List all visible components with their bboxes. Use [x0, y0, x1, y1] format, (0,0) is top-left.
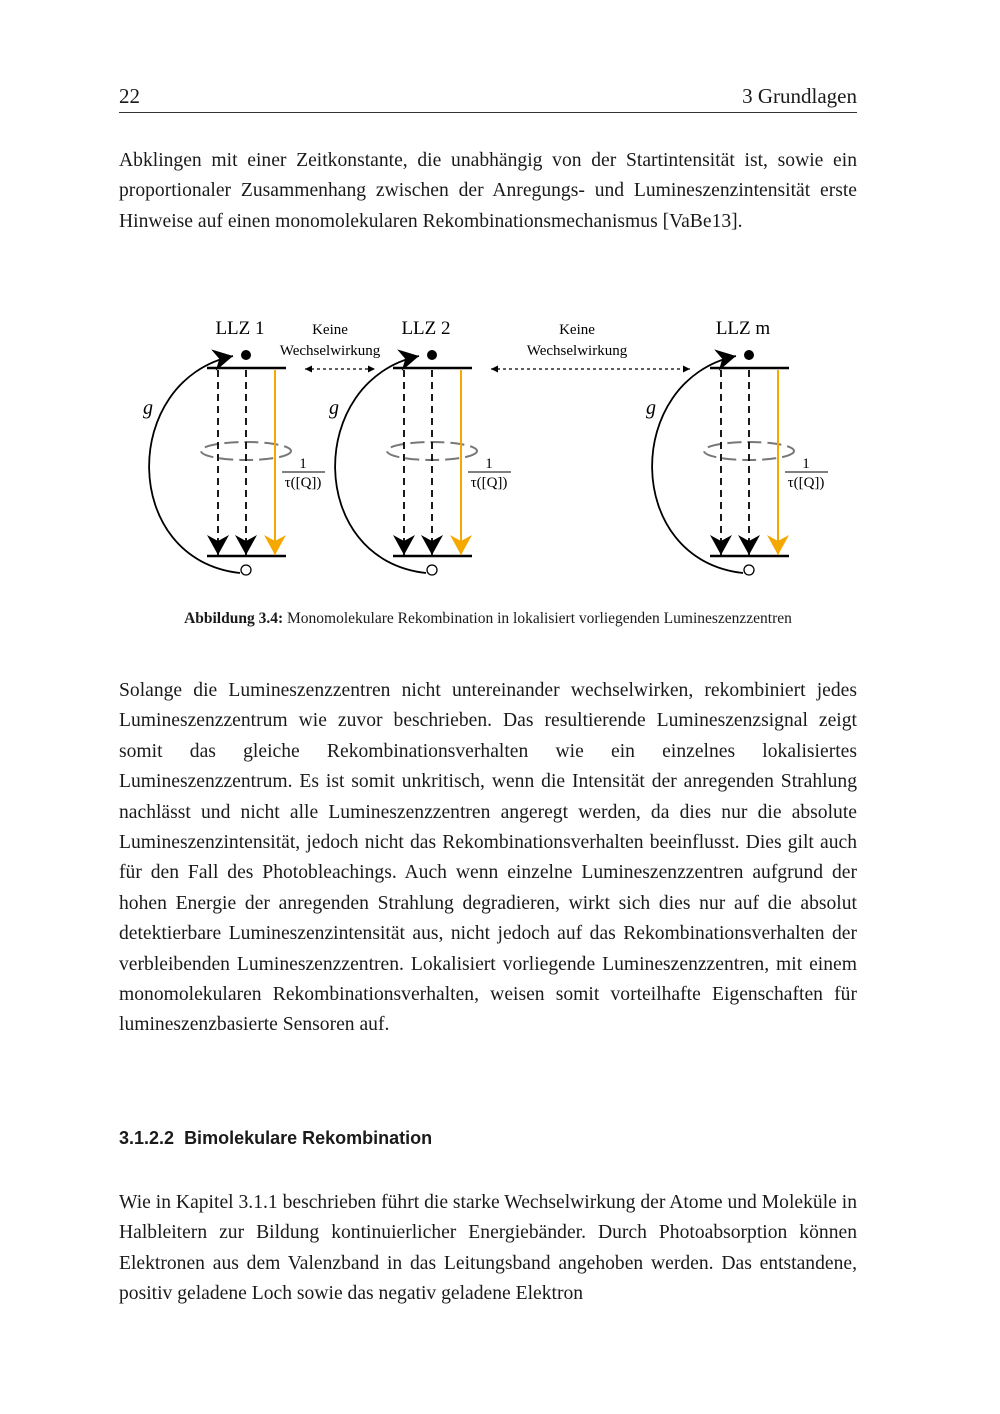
hole-icon: [241, 565, 251, 575]
generation-arrow: [149, 356, 240, 573]
interaction-label: Keine: [559, 322, 595, 338]
rate-numerator: 1: [485, 456, 493, 472]
interaction-2: [491, 322, 690, 369]
interaction-label: Wechselwirkung: [279, 343, 381, 359]
generation-rate-label: g: [329, 397, 339, 419]
hole-icon: [427, 565, 437, 575]
figure-recombination-diagram: [0, 0, 1000, 600]
page-number: 22: [119, 84, 140, 108]
electron-icon: [744, 350, 754, 360]
interaction-label: Wechselwirkung: [526, 343, 628, 359]
rate-numerator: 1: [802, 456, 810, 472]
paragraph-main: Solange die Lumineszenzzentren nicht untereinander wechselwirken, rekombiniert jedes Lumineszenzzentrum wie zuvor beschrieben. Das resultierende Lumineszenzsignal zeigt somit das gleiche Rekombinationsverhalten wie ein einzelnes lokalisiertes Lumineszenzzentrum. Es ist somit unkritisch, wenn die Intensität der anregenden Strahlung nachlässt und nicht alle Lumineszenzzentren angeregt werden, da dies nur die absolute Lumineszenzintensität, jedoch nicht das Rekombinationsverhalten beeinflusst. Dies gilt auch für den Fall des Photobleachings. Auch wenn einzelne Lumineszenzzentren aufgrund der hohen Energie der anregenden Strahlung degradieren, wirkt sich dies nur auf die absolut detektierbare Lumineszenzintensität aus, nicht jedoch auf das Rekombinationsverhalten der verbleibenden Lumineszenzzentren. Lokalisiert vorliegende Lumineszenzzentren, mit einem monomolekularen Rekombinationsverhalten, weisen somit vorteilhafte Eigenschaften für lumineszenzbasierte Sensoren auf.: [119, 680, 857, 1036]
paragraph-intro: Abklingen mit einer Zeitkonstante, die unabhängig von der Startintensität ist, sowie ein proportionaler Zusammenhang zwischen der Anregungs- und Lumineszenzintensität erste Hinweise auf einen monomolekularen Rekombinationsmechanismus [VaBe13].: [119, 150, 857, 232]
rate-denominator: τ([Q]): [787, 475, 825, 491]
section-title: Bimolekulare Rekombination: [184, 1128, 433, 1148]
caption-label: Abbildung 3.4:: [184, 610, 284, 627]
generation-rate-label: g: [143, 397, 153, 419]
center-label: LLZ m: [715, 318, 771, 339]
center-label: LLZ 2: [401, 318, 451, 339]
interaction-1: [280, 322, 381, 369]
paragraph-bimolecular: Wie in Kapitel 3.1.1 beschrieben führt die starke Wechselwirkung der Atome und Moleküle in Halbleitern zur Bildung kontinuierlicher Energiebänder. Durch Photoabsorption können Elektronen aus dem Valenzband in das Leitungsband angehoben werden. Das entstandene, positiv geladene Loch sowie das negativ geladene Elektron: [119, 1192, 857, 1305]
chapter-title: 3 Grundlagen: [742, 84, 857, 108]
rate-numerator: 1: [299, 456, 307, 472]
section-number: 3.1.2.2: [119, 1128, 175, 1148]
generation-arrow: [652, 356, 743, 573]
rate-denominator: τ([Q]): [284, 475, 322, 491]
hole-icon: [744, 565, 754, 575]
center-label: LLZ 1: [215, 318, 265, 339]
generation-rate-label: g: [646, 397, 656, 419]
rate-denominator: τ([Q]): [470, 475, 508, 491]
electron-icon: [427, 350, 437, 360]
electron-icon: [241, 350, 251, 360]
caption-text: Monomolekulare Rekombination in lokalisiert vorliegenden Lumineszenzzentren: [283, 610, 792, 627]
interaction-label: Keine: [312, 322, 348, 338]
luminescence-center-3: [646, 318, 828, 575]
section-heading: [119, 1128, 432, 1149]
generation-arrow: [335, 356, 426, 573]
figure-caption: [119, 610, 857, 628]
